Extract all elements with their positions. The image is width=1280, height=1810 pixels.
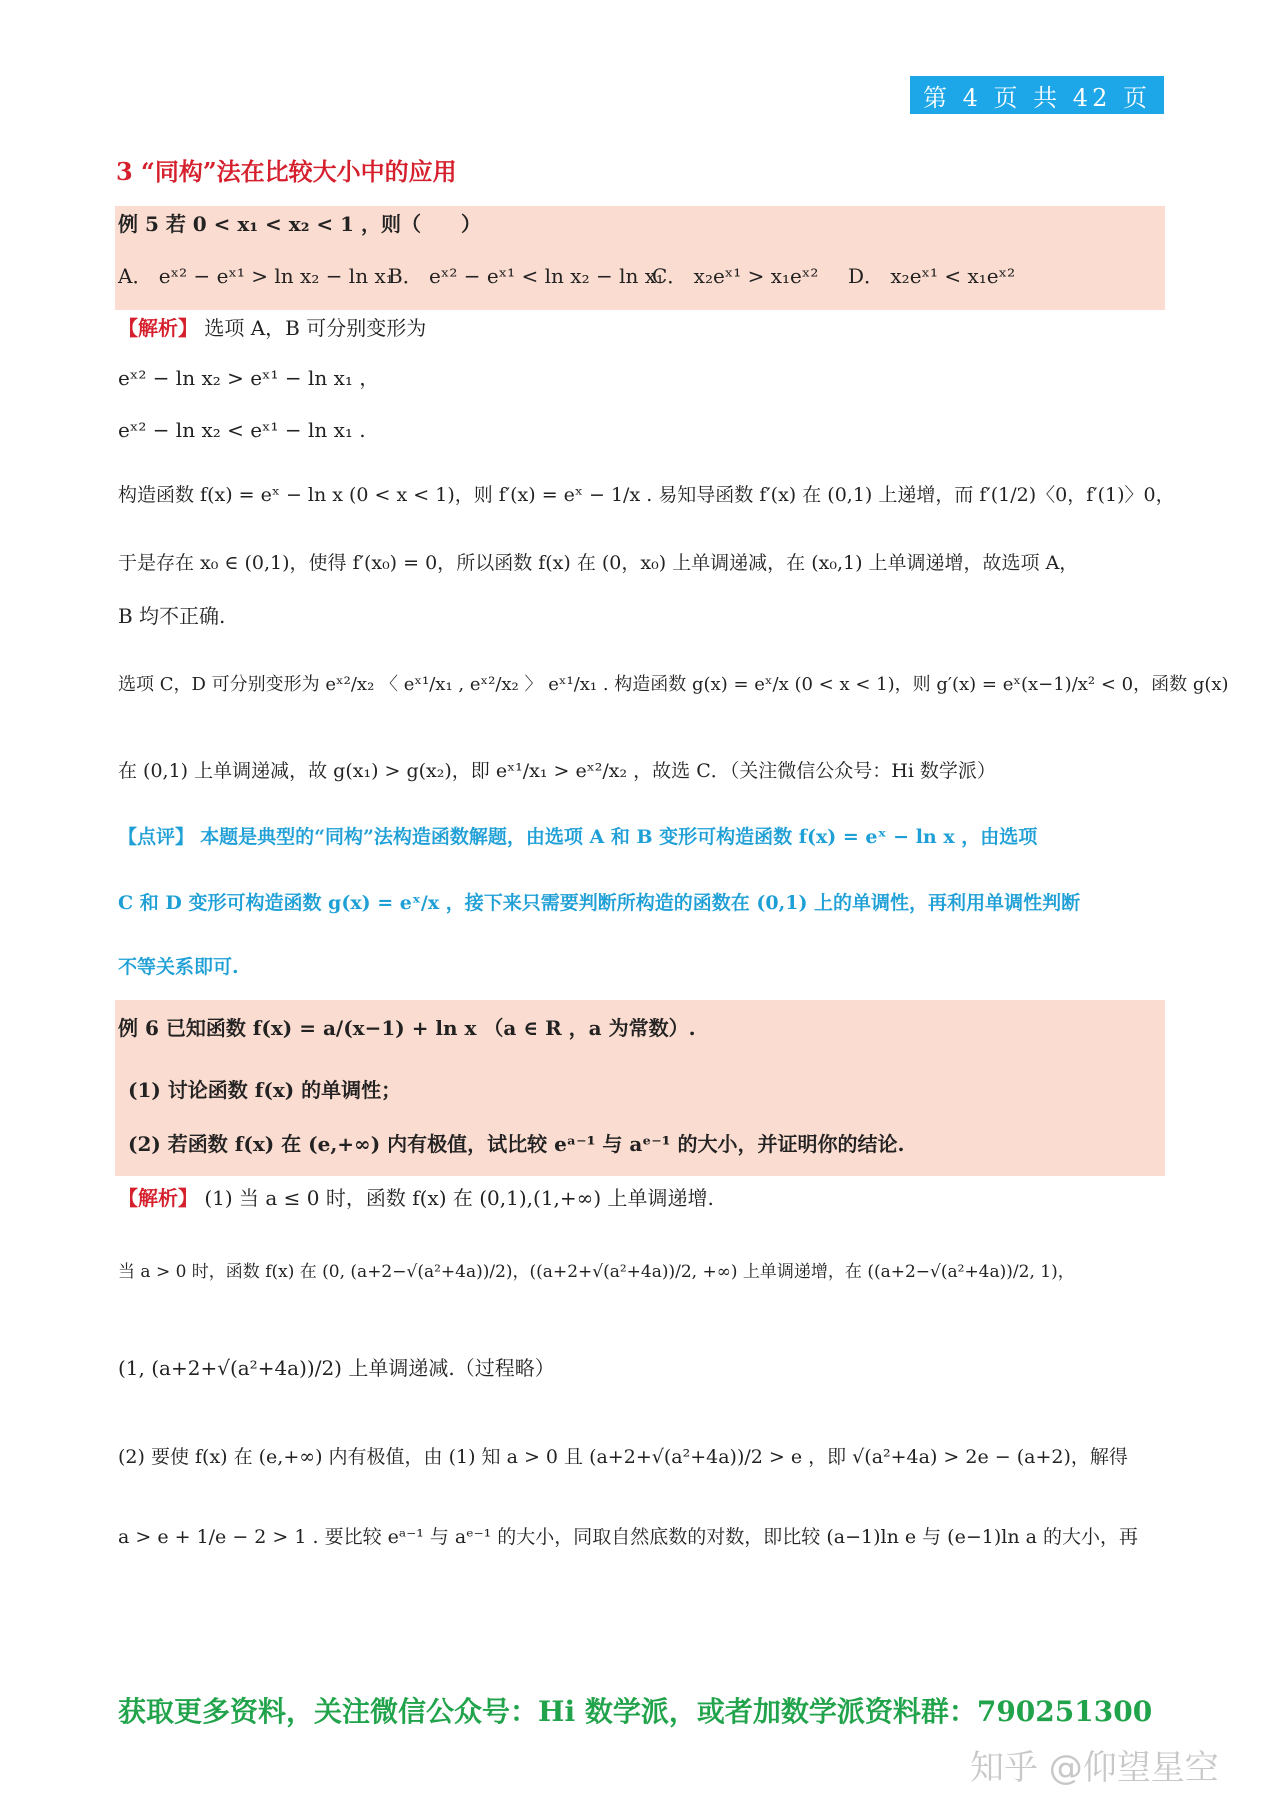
example6-part1: (1) 讨论函数 f(x) 的单调性； <box>128 1078 402 1102</box>
example5-option-d: D． x₂eˣ¹ < x₁eˣ² <box>848 264 1016 288</box>
analysis-line: 于是存在 x₀ ∈ (0,1)，使得 f′(x₀) = 0，所以函数 f(x) 在 (0，x₀) 上单调递减，在 (x₀,1) 上单调递增，故选项 A， <box>118 552 1079 574</box>
analysis-line: 当 a > 0 时，函数 f(x) 在 (0, (a+2−√(a²+4a))/2)，((a+2+√(a²+4a))/2, +∞) 上单调递增，在 ((a+2−√(a²+4a))/2, 1)， <box>118 1262 1075 1282</box>
analysis-line: (1) 当 a ≤ 0 时，函数 f(x) 在 (0,1),(1,+∞) 上单调递增. <box>204 1186 714 1210</box>
example5-analysis <box>118 316 426 340</box>
comment-line <box>118 826 1037 849</box>
comment-text: 本题是典型的“同构”法构造函数解题，由选项 A 和 B 变形可构造函数 f(x) = eˣ − ln x ，由选项 <box>200 826 1038 848</box>
example5-option-a: A． eˣ² − eˣ¹ > ln x₂ − ln x₁ <box>118 264 394 288</box>
analysis-line: a > e + 1/e − 2 > 1 . 要比较 eᵃ⁻¹ 与 aᵉ⁻¹ 的大小，同取自然底数的对数，即比较 (a−1)ln e 与 (e−1)ln a 的大小，再 <box>118 1526 1138 1548</box>
analysis-line: eˣ² − ln x₂ > eˣ¹ − ln x₁ ， <box>118 366 380 390</box>
section-title: 3 “同构”法在比较大小中的应用 <box>116 157 457 186</box>
example5-option-b: B． eˣ² − eˣ¹ < ln x₂ − ln x₁ <box>388 264 664 288</box>
comment-line: 不等关系即可. <box>118 956 239 978</box>
watermark: 知乎 @仰望星空 <box>970 1748 1219 1788</box>
example6-stem: 例 6 已知函数 f(x) = a/(x−1) + ln x （a ∈ R ，a 为常数）. <box>118 1016 696 1040</box>
analysis-tag: 【解析】 <box>118 316 198 340</box>
analysis-line: B 均不正确. <box>118 604 226 628</box>
example5-option-c: C． x₂eˣ¹ > x₁eˣ² <box>652 264 819 288</box>
analysis-intro: 选项 A，B 可分别变形为 <box>204 316 427 340</box>
comment-line: C 和 D 变形可构造函数 g(x) = eˣ/x ，接下来只需要判断所构造的函数在 (0,1) 上的单调性，再利用单调性判断 <box>118 892 1081 914</box>
analysis-line: eˣ² − ln x₂ < eˣ¹ − ln x₁ . <box>118 418 366 442</box>
example6-analysis <box>118 1186 714 1210</box>
analysis-line: (1, (a+2+√(a²+4a))/2) 上单调递减.（过程略） <box>118 1356 555 1380</box>
analysis-line: 选项 C，D 可分别变形为 eˣ²/x₂ 〈 eˣ¹/x₁ , eˣ²/x₂ 〉 eˣ¹/x₁ . 构造函数 g(x) = eˣ/x (0 < x < 1)，则 g′(x) = eˣ(x−1)/x² < 0，函数 g(x) <box>118 674 1229 695</box>
analysis-line: 构造函数 f(x) = eˣ − ln x (0 < x < 1)，则 f′(x) = eˣ − 1/x . 易知导函数 f′(x) 在 (0,1) 上递增，而 f′(1/2)〈0，f′(1)〉0， <box>118 484 1175 506</box>
analysis-tag: 【解析】 <box>118 1186 198 1210</box>
page-number-badge: 第 4 页 共 42 页 <box>910 76 1164 114</box>
footer-promo: 获取更多资料，关注微信公众号：Hi 数学派，或者加数学派资料群：790251300 <box>118 1695 1153 1728</box>
analysis-line: 在 (0,1) 上单调递减，故 g(x₁) > g(x₂)，即 eˣ¹/x₁ > eˣ²/x₂ ，故选 C．（关注微信公众号：Hi 数学派） <box>118 760 996 782</box>
example6-part2: (2) 若函数 f(x) 在 (e,+∞) 内有极值，试比较 eᵃ⁻¹ 与 aᵉ⁻¹ 的大小，并证明你的结论. <box>128 1132 905 1156</box>
comment-tag: 【点评】 <box>118 826 195 848</box>
analysis-line: (2) 要使 f(x) 在 (e,+∞) 内有极值，由 (1) 知 a > 0 且 (a+2+√(a²+4a))/2 > e ，即 √(a²+4a) > 2e − (a+2)，解得 <box>118 1446 1128 1468</box>
example5-stem: 例 5 若 0 < x₁ < x₂ < 1 ，则（ ） <box>118 212 482 236</box>
